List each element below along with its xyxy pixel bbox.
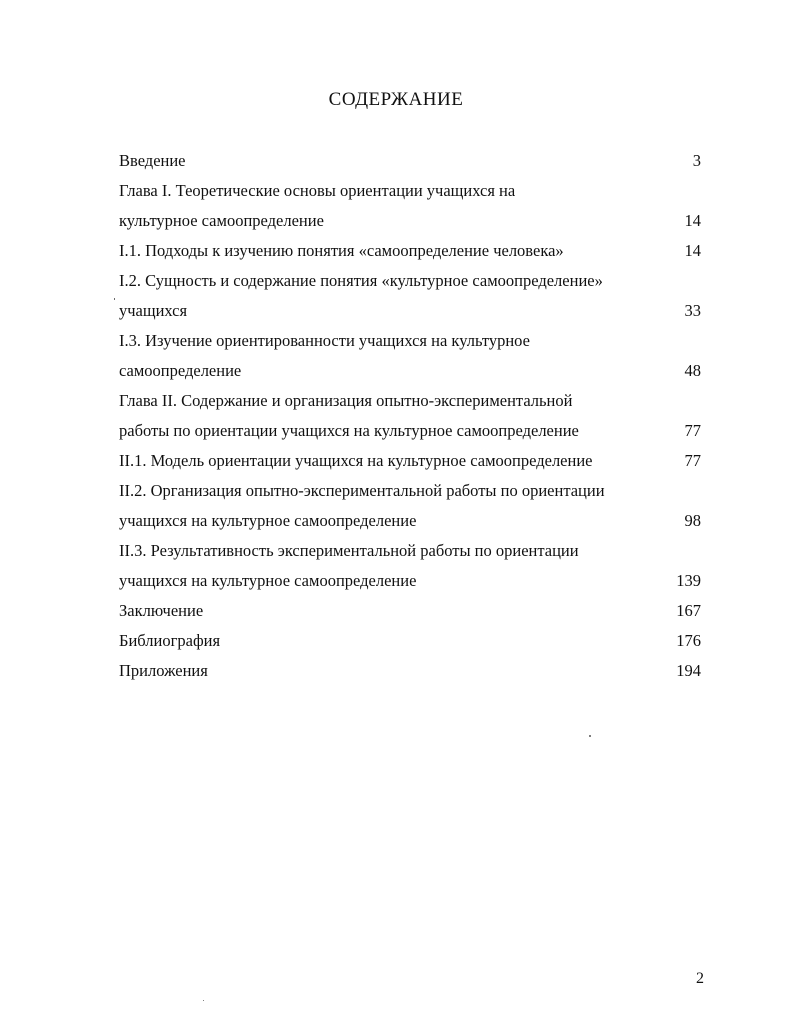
toc-entry-text: Приложения (119, 661, 208, 680)
toc-entry (119, 446, 719, 476)
toc-entry (119, 536, 719, 596)
scan-speck (114, 298, 115, 300)
toc-entry-text: I.2. Сущность и содержание понятия «культурное самоопределение» (119, 271, 603, 290)
toc-entry (119, 626, 719, 656)
toc-entry-text: Заключение (119, 601, 204, 620)
toc-entry-text: II.2. Организация опытно-экспериментальной работы по ориентации (119, 481, 605, 500)
toc-page-number: 98 (684, 511, 701, 530)
toc-page-number: 3 (692, 151, 701, 170)
table-of-contents (119, 146, 719, 686)
toc-page-number: 77 (684, 451, 701, 470)
toc-entry (119, 326, 719, 386)
scan-speck (203, 1000, 204, 1001)
toc-page-number: 139 (676, 571, 701, 590)
scan-speck (589, 735, 591, 737)
toc-entry (119, 236, 719, 266)
toc-entry-text: работы по ориентации учащихся на культурное самоопределение (119, 421, 579, 440)
toc-entry-text: культурное самоопределение (119, 211, 324, 230)
toc-page-number: 14 (684, 241, 701, 260)
page-title: СОДЕРЖАНИЕ (328, 89, 464, 110)
toc-page-number: 176 (676, 631, 701, 650)
toc-entry (119, 146, 719, 176)
toc-entry (119, 476, 719, 536)
toc-entry-text: II.3. Результативность экспериментальной работы по ориентации (119, 541, 579, 560)
toc-entry-text: I.3. Изучение ориентированности учащихся на культурное (119, 331, 530, 350)
toc-entry-text: II.1. Модель ориентации учащихся на культурное самоопределение (119, 451, 593, 470)
toc-entry-text: учащихся (119, 301, 188, 320)
toc-entry (119, 266, 719, 326)
toc-entry (119, 656, 719, 686)
toc-entry-text: Введение (119, 151, 186, 170)
toc-entry (119, 386, 719, 446)
toc-page-number: 14 (684, 211, 701, 230)
toc-entry-text: самоопределение (119, 361, 242, 380)
toc-entry (119, 176, 719, 236)
toc-page-number: 194 (676, 661, 701, 680)
toc-entry-text: Глава I. Теоретические основы ориентации учащихся на (119, 181, 516, 200)
toc-entry-text: учащихся на культурное самоопределение (119, 571, 417, 590)
toc-page-number: 33 (684, 301, 701, 320)
toc-entry-text: учащихся на культурное самоопределение (119, 511, 417, 530)
toc-entry (119, 596, 719, 626)
page-number: 2 (696, 970, 704, 987)
toc-page-number: 77 (684, 421, 701, 440)
toc-entry-text: Библиография (119, 631, 221, 650)
toc-page-number: 48 (684, 361, 701, 380)
toc-entry-text: Глава II. Содержание и организация опытно-экспериментальной (119, 391, 573, 410)
toc-entry-text: I.1. Подходы к изучению понятия «самоопределение человека» (119, 241, 564, 260)
toc-page-number: 167 (676, 601, 701, 620)
